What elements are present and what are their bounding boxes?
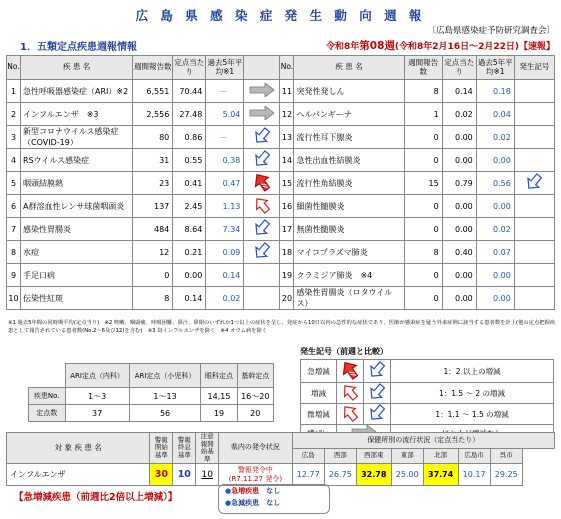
site-header: ARI定点（小児科） (129, 364, 201, 388)
weekly-reports: 0 (404, 149, 442, 172)
table-row (7, 80, 555, 103)
region-value: 10.17 (458, 464, 490, 486)
per-site-value: 0.00 (442, 218, 476, 241)
row-number: 10 (7, 287, 21, 310)
disease-name: 伝染性紅斑 (21, 287, 133, 310)
week-range: (令和8年2月16日～2月22日) (394, 42, 519, 52)
trend-symbol (244, 287, 280, 310)
region-value: 37.74 (423, 464, 458, 486)
legend-label: 増減 (301, 383, 337, 404)
header-symbol: 発生記号 (514, 56, 554, 80)
week-prefix: 令和8年 (326, 42, 360, 52)
trend-symbol (244, 103, 280, 126)
row-number: 17 (280, 218, 294, 241)
header-avg: 過去5年平均※1 (476, 56, 514, 80)
row-number: 13 (280, 126, 294, 149)
site-header: ARI定点（内科） (65, 364, 129, 388)
weekly-reports: 1 (404, 103, 442, 126)
five-year-average: 0.04 (476, 103, 514, 126)
five-year-average: 0.18 (476, 80, 514, 103)
five-year-average: 0.00 (476, 195, 514, 218)
trend-symbol (244, 241, 280, 264)
row-label: 定点数 (29, 405, 66, 422)
bot-header-status: 県内の発令状況 (219, 433, 292, 464)
legend-icon-cell (337, 404, 364, 425)
disease-name: RSウイルス感染症 (21, 149, 133, 172)
disease-name: クラミジア肺炎 ※4 (294, 264, 404, 287)
table-row (7, 126, 555, 149)
trend-symbol (244, 149, 280, 172)
trend-symbol (244, 218, 280, 241)
disease-name: 流行性耳下腺炎 (294, 126, 404, 149)
five-year-average: － (206, 126, 244, 149)
row-number: 6 (7, 195, 21, 218)
per-site-value: 0.00 (442, 149, 476, 172)
footnotes: ※1 過去5年間の同時期平均(定点当り) ※2 咳嗽、咽頭痛、呼吸困難、鼻汁、鼻閉のいずれか1つ以上の症状を呈し、発症から10日以内の急性的な症状であり、医師が感染症を疑う外来症例に該当する患者数を計上(他の定点把握疾患として報告されている患者数(No.2～6及び12)を含む) ※3 鳥インフルエンザを除く ※4 オウム病を除く (8, 320, 556, 334)
site-count-table (28, 363, 274, 422)
legend-label: 微増減 (301, 404, 337, 425)
sharp-increase-arrow-icon (339, 373, 361, 382)
per-site-value: 0.55 (173, 149, 206, 172)
per-site-value: 27.48 (173, 103, 206, 126)
region-header: 広島 (292, 448, 324, 464)
legend-description: 1：2 以上の増減 (391, 360, 554, 383)
five-year-average: 0.07 (476, 241, 514, 264)
alert-table (6, 432, 555, 486)
per-site-value: 0.00 (442, 287, 476, 310)
row-number: 3 (7, 126, 21, 149)
header-per: 定点当たり (442, 56, 476, 80)
disease-name: 細菌性髄膜炎 (294, 195, 404, 218)
site-cell: 14,15 (201, 388, 237, 405)
week-info (326, 38, 555, 53)
corner (29, 364, 66, 388)
weekly-reports: 8 (404, 80, 442, 103)
per-site-value: 0.14 (442, 80, 476, 103)
disease-name: 新型コロナウイルス感染症（COVID-19） (21, 126, 133, 149)
region-value: 25.00 (391, 464, 423, 486)
row-number: 12 (280, 103, 294, 126)
legend-row (301, 404, 554, 425)
trend-symbol (244, 172, 280, 195)
disease-name: 流行性角結膜炎 (294, 172, 404, 195)
five-year-average: 0.09 (206, 241, 244, 264)
per-site-value: 0.79 (442, 172, 476, 195)
five-year-average: 0.56 (476, 172, 514, 195)
row-number: 20 (280, 287, 294, 310)
region-title: 保健所別の流行状況（定点当たり） (292, 433, 554, 449)
trend-symbol (514, 287, 554, 310)
week-number: 第08週 (359, 40, 395, 52)
table-row (7, 149, 555, 172)
legend-label: 急増減 (301, 360, 337, 383)
decrease-arrow-icon (366, 372, 388, 381)
region-header: 呉市 (490, 448, 522, 464)
decrease-arrow-icon (251, 253, 273, 262)
disease-name: 突発性発しん (294, 80, 404, 103)
row-number: 8 (7, 241, 21, 264)
per-site-value: 0.14 (173, 287, 206, 310)
status-date: (R7.11.27 発令) (228, 474, 283, 483)
per-site-value: 70.44 (173, 80, 206, 103)
legend-icon-cell (364, 383, 391, 404)
increase-arrow-icon (339, 415, 361, 424)
disease-name: A群溶血性レンサ球菌咽頭炎 (21, 195, 133, 218)
weekly-reports: 0 (133, 264, 173, 287)
disease-name: 手足口病 (21, 264, 133, 287)
trend-symbol (514, 172, 554, 195)
site-cell: 56 (129, 405, 201, 422)
caution-start-value: 10 (201, 469, 213, 480)
disease-name: 感染性胃腸炎 (21, 218, 133, 241)
region-value: 26.75 (324, 464, 356, 486)
region-value: 12.77 (292, 464, 324, 486)
decrease-value: なし (266, 499, 281, 507)
section-title: 1．五類定点疾患週報情報 (20, 42, 137, 53)
row-number: 1 (7, 80, 21, 103)
table-row (7, 218, 555, 241)
region-header: 広島市 (458, 448, 490, 464)
bot-disease-name: インフルエンザ (7, 464, 150, 486)
region-value: 29.25 (490, 464, 522, 486)
alarm-end: 10 (173, 464, 196, 486)
legend-description: 1：1.1 ～ 1.5 の増減 (391, 404, 554, 425)
row-label: 疾患No. (29, 388, 66, 405)
header-avg: 過去5年平均※1 (206, 56, 244, 80)
status-text: 警報発令中 (237, 465, 273, 474)
weekly-reports: 0 (404, 287, 442, 310)
region-header: 東部 (391, 448, 423, 464)
row-number: 11 (280, 80, 294, 103)
per-site-value: 2.45 (173, 195, 206, 218)
five-year-average: 0.02 (476, 126, 514, 149)
per-site-value: 8.64 (173, 218, 206, 241)
rapid-change-box (218, 484, 330, 514)
weekly-reports: 23 (133, 172, 173, 195)
five-year-average: 0.00 (476, 264, 514, 287)
header-reports: 週間報告数 (404, 56, 442, 80)
site-cell: 1～13 (129, 388, 201, 405)
legend-icon-cell (364, 360, 391, 383)
increase-arrow-icon (251, 207, 273, 216)
disease-name: 咽頭結膜熱 (21, 172, 133, 195)
table-row (7, 264, 555, 287)
five-year-average: 0.00 (476, 287, 514, 310)
five-year-average: 7.34 (206, 218, 244, 241)
five-year-average: 0.14 (206, 264, 244, 287)
legend-description: 1：1.5 ～ 2 の増減 (391, 383, 554, 404)
header-no: No. (7, 56, 21, 80)
trend-symbol (514, 218, 554, 241)
legend-icon-cell (337, 360, 364, 383)
decrease-arrow-icon (251, 138, 273, 147)
site-cell: 16～20 (237, 388, 273, 405)
legend-row (301, 360, 554, 383)
decrease-arrow-icon (366, 415, 388, 424)
site-header: 基幹定点 (237, 364, 273, 388)
trend-symbol (514, 126, 554, 149)
site-header: 眼科定点 (201, 364, 237, 388)
disease-name: 無菌性髄膜炎 (294, 218, 404, 241)
weekly-reports: 15 (404, 172, 442, 195)
per-site-value: 0.00 (442, 126, 476, 149)
site-cell: 1～3 (65, 388, 129, 405)
flat-arrow-icon (249, 113, 275, 122)
decrease-arrow-icon (523, 184, 545, 193)
weekly-reports: 2,556 (133, 103, 173, 126)
trend-symbol (514, 103, 554, 126)
row-number: 5 (7, 172, 21, 195)
bot-header-name: 対 象 疾 患 名 (7, 433, 150, 464)
bot-header-alarm-start: 警報開始基準 (150, 433, 173, 464)
trend-symbol (514, 195, 554, 218)
decrease-label: 急減疾患 (231, 499, 260, 507)
weekly-reports: 137 (133, 195, 173, 218)
increase-label: 急増疾患 (231, 487, 260, 495)
disease-table (6, 55, 555, 310)
per-site-value: 0.02 (442, 103, 476, 126)
disease-name: インフルエンザ ※3 (21, 103, 133, 126)
weekly-reports: 0 (404, 264, 442, 287)
weekly-reports: 31 (133, 149, 173, 172)
footer-title: 【急増減疾患（前週比2倍以上増減）】 (14, 492, 178, 503)
five-year-average: 0.47 (206, 172, 244, 195)
five-year-average: 5.04 (206, 103, 244, 126)
five-year-average: 0.00 (476, 149, 514, 172)
bullet-icon: ● (225, 487, 232, 495)
per-site-value: 0.00 (173, 264, 206, 287)
trend-symbol (244, 264, 280, 287)
region-value: 32.78 (356, 464, 391, 486)
row-number: 15 (280, 172, 294, 195)
table-row (7, 287, 555, 310)
caution-start (196, 464, 219, 486)
header-per: 定点当たり (173, 56, 206, 80)
region-header: 西部東 (356, 448, 391, 464)
disease-name: 感染性胃腸炎（ロタウイルス） (294, 287, 404, 310)
disease-name: 水痘 (21, 241, 133, 264)
weekly-reports: 0 (404, 195, 442, 218)
trend-symbol (514, 241, 554, 264)
legend-icon-cell (337, 383, 364, 404)
weekly-reports: 8 (404, 241, 442, 264)
five-year-average: 0.38 (206, 149, 244, 172)
row-number: 2 (7, 103, 21, 126)
trend-symbol (244, 126, 280, 149)
weekly-reports: 484 (133, 218, 173, 241)
weekly-reports: 0 (404, 126, 442, 149)
weekly-reports: 12 (133, 241, 173, 264)
increase-line (225, 485, 329, 497)
site-cell: 19 (201, 405, 237, 422)
disease-name: マイコプラズマ肺炎 (294, 241, 404, 264)
trend-symbol (244, 195, 280, 218)
increase-value: なし (266, 487, 281, 495)
decrease-arrow-icon (251, 230, 273, 239)
row-number: 18 (280, 241, 294, 264)
row-number: 16 (280, 195, 294, 218)
row-number: 14 (280, 149, 294, 172)
per-site-value: 0.41 (173, 172, 206, 195)
legend-title: 発生記号（前週と比較） (300, 347, 388, 356)
trend-symbol (244, 80, 280, 103)
five-year-average: 0.02 (206, 287, 244, 310)
legend-icon-cell (364, 404, 391, 425)
row-number: 9 (7, 264, 21, 287)
disease-name: 急性出血性結膜炎 (294, 149, 404, 172)
per-site-value: 0.00 (442, 195, 476, 218)
site-cell: 37 (65, 405, 129, 422)
disease-name: ヘルパンギーナ (294, 103, 404, 126)
header-no: No. (280, 56, 294, 80)
bullet-icon: ● (225, 499, 232, 507)
trend-symbol (514, 264, 554, 287)
five-year-average: 1.13 (206, 195, 244, 218)
table-row (7, 103, 555, 126)
legend-table (300, 359, 554, 442)
five-year-average: － (206, 80, 244, 103)
per-site-value: 0.40 (442, 241, 476, 264)
row-number: 4 (7, 149, 21, 172)
bot-header-caution: 注意報開始基準 (196, 433, 219, 464)
five-year-average: 0.02 (476, 218, 514, 241)
region-header: 西部 (324, 448, 356, 464)
legend-row (301, 383, 554, 404)
bot-header-alarm-end: 警報終息基準 (173, 433, 196, 464)
header-name: 疾 患 名 (294, 56, 404, 80)
site-cell: 20 (237, 405, 273, 422)
table-row (7, 195, 555, 218)
week-flag: 【速報】 (518, 42, 555, 52)
header-name: 疾 患 名 (21, 56, 133, 80)
increase-arrow-icon (339, 394, 361, 403)
weekly-reports: 0 (404, 218, 442, 241)
disease-name: 急性呼吸器感染症（ARI）※2 (21, 80, 133, 103)
flat-arrow-icon (249, 90, 275, 99)
table-row (7, 241, 555, 264)
decrease-arrow-icon (366, 394, 388, 403)
header-arrow (244, 56, 280, 80)
decrease-line (225, 497, 329, 509)
trend-symbol (514, 80, 554, 103)
per-site-value: 0.21 (173, 241, 206, 264)
header-reports: 週間報告数 (133, 56, 173, 80)
table-row (7, 172, 555, 195)
per-site-value: 0.86 (173, 126, 206, 149)
trend-symbol (514, 149, 554, 172)
weekly-reports: 8 (133, 287, 173, 310)
row-number: 7 (7, 218, 21, 241)
weekly-reports: 6,551 (133, 80, 173, 103)
per-site-value: 0.00 (442, 264, 476, 287)
report-title: 広 島 県 感 染 症 発 生 動 向 週 報 (135, 8, 426, 23)
weekly-reports: 80 (133, 126, 173, 149)
sharp-increase-arrow-icon (251, 185, 273, 194)
region-header: 北部 (423, 448, 458, 464)
alarm-start: 30 (150, 464, 173, 486)
decrease-arrow-icon (251, 161, 273, 170)
row-number: 19 (280, 264, 294, 287)
status-cell (219, 464, 292, 486)
publisher: 〔広島県感染症予防研究調査会〕 (427, 26, 555, 36)
